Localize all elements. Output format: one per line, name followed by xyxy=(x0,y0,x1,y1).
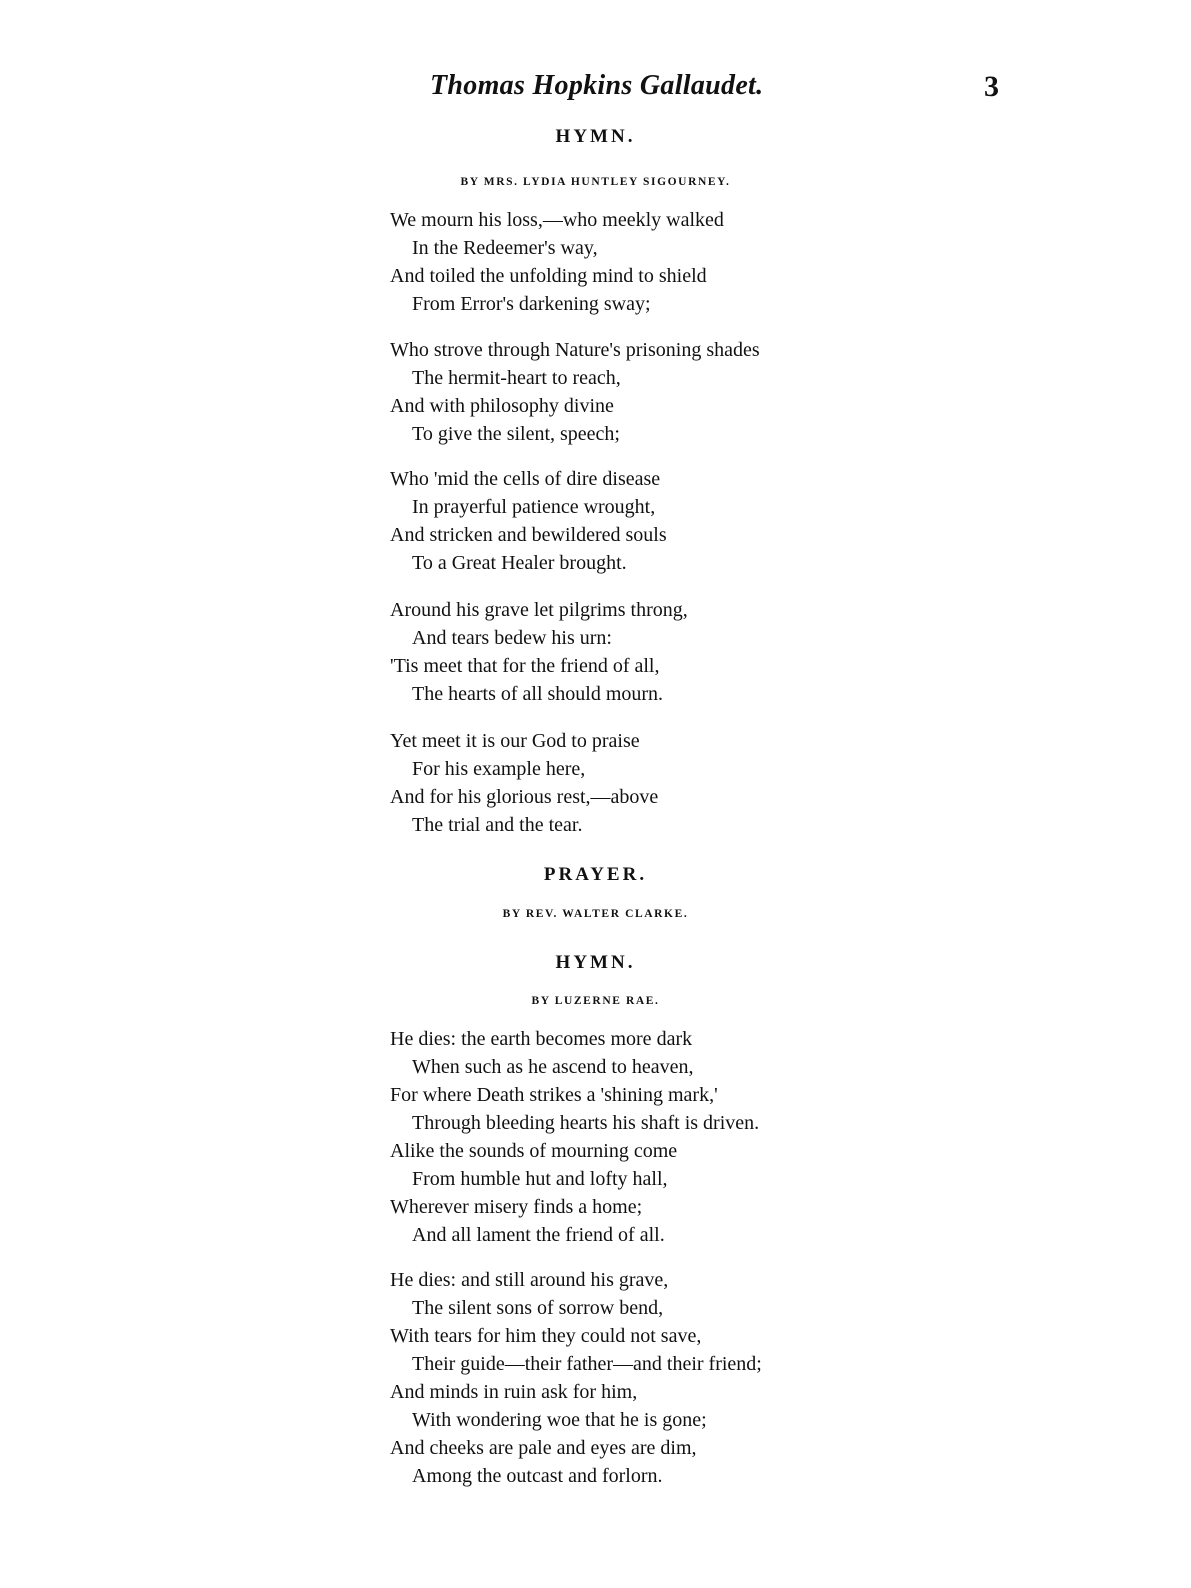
verse-line: And all lament the friend of all. xyxy=(412,1224,665,1246)
verse-line: Who 'mid the cells of dire disease xyxy=(390,468,661,490)
verse-line: Alike the sounds of mourning come xyxy=(390,1140,678,1162)
verse-line: In prayerful patience wrought, xyxy=(412,496,656,518)
verse-line: With tears for him they could not save, xyxy=(390,1325,702,1347)
stanza xyxy=(390,727,870,839)
stanza xyxy=(390,1025,870,1249)
verse-line: He dies: the earth becomes more dark xyxy=(390,1028,693,1050)
stanza xyxy=(390,465,870,577)
verse-line: Their guide—their father—and their friend; xyxy=(412,1353,762,1375)
verse-line: And toiled the unfolding mind to shield xyxy=(390,265,707,287)
verse-line: When such as he ascend to heaven, xyxy=(412,1056,694,1078)
section-heading-prayer: PRAYER. xyxy=(543,864,648,885)
verse-line: And for his glorious rest,—above xyxy=(390,786,659,808)
verse-line: Yet meet it is our God to praise xyxy=(390,730,640,752)
verse-line: To give the silent, speech; xyxy=(412,423,620,445)
stanza xyxy=(390,336,870,448)
verse-line: Through bleeding hearts his shaft is driven. xyxy=(412,1112,760,1134)
verse-line: And cheeks are pale and eyes are dim, xyxy=(390,1437,697,1459)
byline-rae: BY LUZERNE RAE. xyxy=(531,995,660,1007)
stanza xyxy=(390,596,870,708)
verse-line: Who strove through Nature's prisoning shades xyxy=(390,339,760,361)
verse-line: For where Death strikes a 'shining mark,' xyxy=(390,1084,718,1106)
verse-line: With wondering woe that he is gone; xyxy=(412,1409,707,1431)
verse-line: And tears bedew his urn: xyxy=(412,627,612,649)
byline-sigourney: BY MRS. LYDIA HUNTLEY SIGOURNEY. xyxy=(460,176,731,188)
verse-line: From humble hut and lofty hall, xyxy=(412,1168,668,1190)
verse-line: In the Redeemer's way, xyxy=(412,237,598,259)
section-heading-hymn-2: HYMN. xyxy=(555,952,636,973)
verse-line: He dies: and still around his grave, xyxy=(390,1269,669,1291)
verse-line: 'Tis meet that for the friend of all, xyxy=(390,655,660,677)
verse-line: We mourn his loss,—who meekly walked xyxy=(390,209,724,231)
byline-clarke: BY REV. WALTER CLARKE. xyxy=(502,908,689,920)
stanza xyxy=(390,206,870,318)
verse-line: The hearts of all should mourn. xyxy=(412,683,664,705)
verse-line: From Error's darkening sway; xyxy=(412,293,651,315)
verse-line: And stricken and bewildered souls xyxy=(390,524,667,546)
section-heading-hymn-1: HYMN. xyxy=(555,126,636,147)
verse-line: The trial and the tear. xyxy=(412,814,583,836)
running-title: Thomas Hopkins Gallaudet. xyxy=(430,70,764,101)
verse-line: Around his grave let pilgrims throng, xyxy=(390,599,688,621)
verse-line: Wherever misery finds a home; xyxy=(390,1196,643,1218)
verse-line: The hermit-heart to reach, xyxy=(412,367,621,389)
verse-line: To a Great Healer brought. xyxy=(412,552,627,574)
page-number: 3 xyxy=(984,70,999,103)
verse-line: The silent sons of sorrow bend, xyxy=(412,1297,664,1319)
stanza xyxy=(390,1266,870,1490)
verse-line: For his example here, xyxy=(412,758,586,780)
verse-line: And with philosophy divine xyxy=(390,395,614,417)
verse-line: Among the outcast and forlorn. xyxy=(412,1465,663,1487)
verse-line: And minds in ruin ask for him, xyxy=(390,1381,638,1403)
